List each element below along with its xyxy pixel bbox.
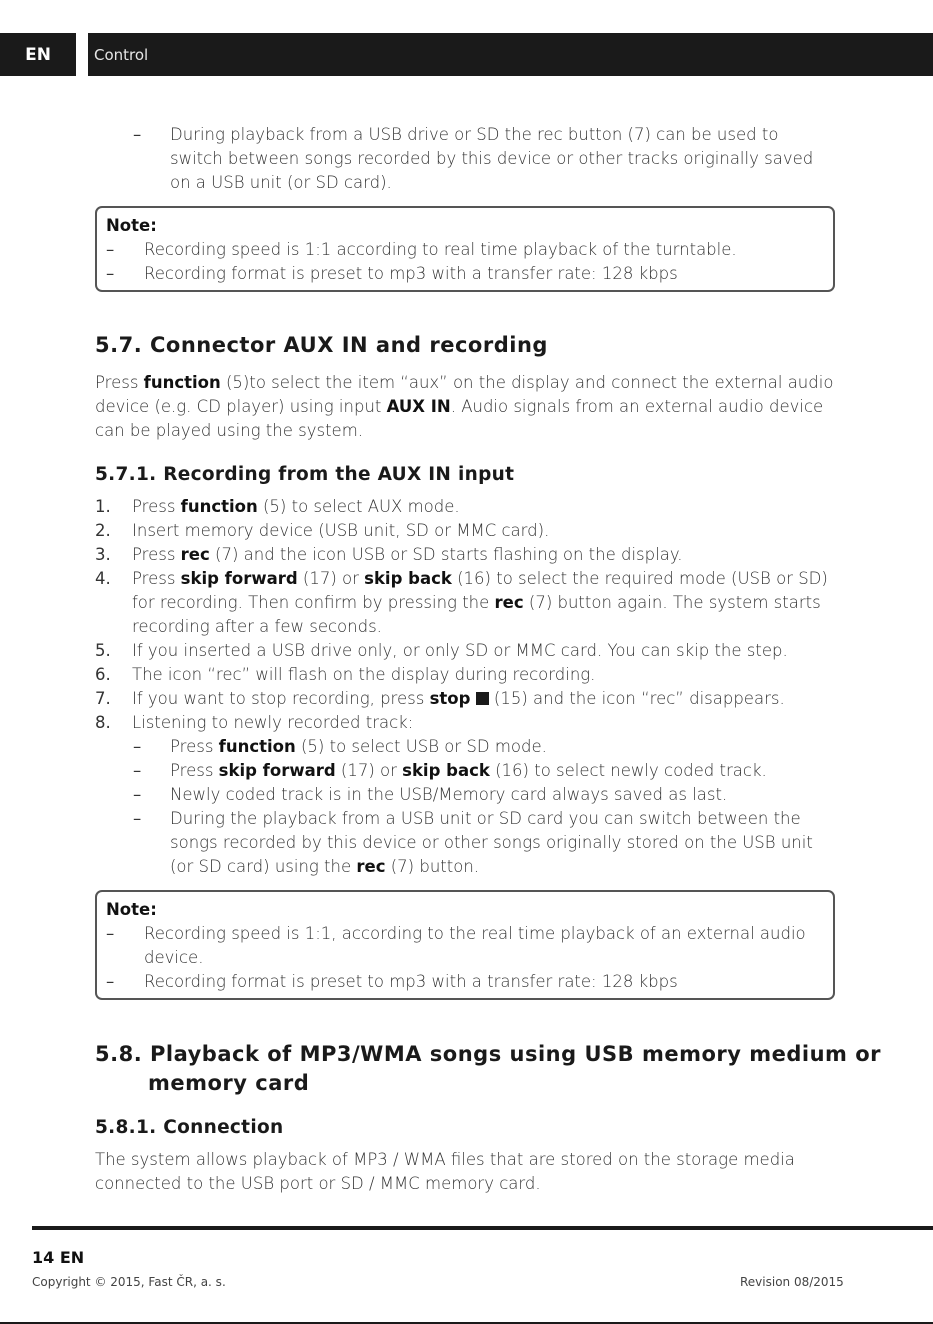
paragraph-line: The system allows playback of MP3 / WMA files that are stored on the storage media xyxy=(95,1150,795,1169)
language-badge: EN xyxy=(0,33,76,76)
stop-square-icon xyxy=(476,692,489,705)
section-title: Control xyxy=(94,45,149,64)
bullet-dash: – xyxy=(133,125,142,144)
sub-item-cont: songs recorded by this device or other songs originally stored on the USB unit xyxy=(170,833,813,852)
list-number: 3. xyxy=(95,545,111,564)
sub-item-cont: (or SD card) using the rec (7) button. xyxy=(170,857,480,876)
paragraph-line: Press function (5)to select the item “aux” on the display and connect the external audio xyxy=(95,373,834,392)
intro-line: switch between songs recorded by this device or other tracks originally saved xyxy=(170,149,814,168)
paragraph-line: device (e.g. CD player) using input AUX IN. Audio signals from an external audio device xyxy=(95,397,824,416)
list-item-cont: for recording. Then confirm by pressing the rec (7) button again. The system starts xyxy=(132,593,821,612)
section-heading: 5.7. Connector AUX IN and recording xyxy=(95,333,548,357)
bullet-dash: – xyxy=(133,761,142,780)
bullet-dash: – xyxy=(106,264,115,283)
list-item: If you want to stop recording, press stop (15) and the icon “rec” disappears. xyxy=(132,689,785,708)
note-bullet-cont: device. xyxy=(144,948,204,967)
sub-item: Press function (5) to select USB or SD mode. xyxy=(170,737,547,756)
section-heading-cont: memory card xyxy=(148,1071,310,1095)
note-bullet: Recording speed is 1:1 according to real time playback of the turntable. xyxy=(144,240,737,259)
list-number: 5. xyxy=(95,641,111,660)
bullet-dash: – xyxy=(106,972,115,991)
intro-line: on a USB unit (or SD card). xyxy=(170,173,392,192)
list-item: The icon “rec” will flash on the display during recording. xyxy=(132,665,596,684)
list-item: Press function (5) to select AUX mode. xyxy=(132,497,460,516)
paragraph-line: can be played using the system. xyxy=(95,421,364,440)
section-heading: 5.8. Playback of MP3/WMA songs using USB memory medium or xyxy=(95,1042,882,1066)
footer-rule xyxy=(32,1226,933,1230)
list-number: 2. xyxy=(95,521,111,540)
bullet-dash: – xyxy=(133,809,142,828)
list-number: 6. xyxy=(95,665,111,684)
copyright: Copyright © 2015, Fast ČR, a. s. xyxy=(32,1275,226,1289)
paragraph-line: connected to the USB port or SD / MMC memory card. xyxy=(95,1174,541,1193)
list-number: 8. xyxy=(95,713,111,732)
note-bullet: Recording speed is 1:1, according to the real time playback of an external audio xyxy=(144,924,806,943)
list-item: If you inserted a USB drive only, or only SD or MMC card. You can skip the step. xyxy=(132,641,788,660)
note-bullet: Recording format is preset to mp3 with a transfer rate: 128 kbps xyxy=(144,264,678,283)
list-number: 7. xyxy=(95,689,111,708)
bullet-dash: – xyxy=(106,240,115,259)
sub-item: Press skip forward (17) or skip back (16) to select newly coded track. xyxy=(170,761,767,780)
note-title: Note: xyxy=(106,216,157,235)
page-number: 14 EN xyxy=(32,1248,85,1267)
subsection-heading: 5.7.1. Recording from the AUX IN input xyxy=(95,464,515,485)
sub-item: During the playback from a USB unit or SD card you can switch between the xyxy=(170,809,801,828)
bullet-dash: – xyxy=(106,924,115,943)
section-header xyxy=(88,33,933,76)
list-item: Insert memory device (USB unit, SD or MMC card). xyxy=(132,521,550,540)
list-number: 1. xyxy=(95,497,111,516)
list-item: Listening to newly recorded track: xyxy=(132,713,414,732)
revision: Revision 08/2015 xyxy=(740,1275,844,1289)
bullet-dash: – xyxy=(133,737,142,756)
sub-item: Newly coded track is in the USB/Memory card always saved as last. xyxy=(170,785,728,804)
subsection-heading: 5.8.1. Connection xyxy=(95,1117,284,1138)
list-item-cont: recording after a few seconds. xyxy=(132,617,382,636)
intro-line: During playback from a USB drive or SD the rec button (7) can be used to xyxy=(170,125,779,144)
list-item: Press skip forward (17) or skip back (16) to select the required mode (USB or SD) xyxy=(132,569,828,588)
note-title: Note: xyxy=(106,900,157,919)
bullet-dash: – xyxy=(133,785,142,804)
list-number: 4. xyxy=(95,569,111,588)
list-item: Press rec (7) and the icon USB or SD starts flashing on the display. xyxy=(132,545,683,564)
note-bullet: Recording format is preset to mp3 with a transfer rate: 128 kbps xyxy=(144,972,678,991)
